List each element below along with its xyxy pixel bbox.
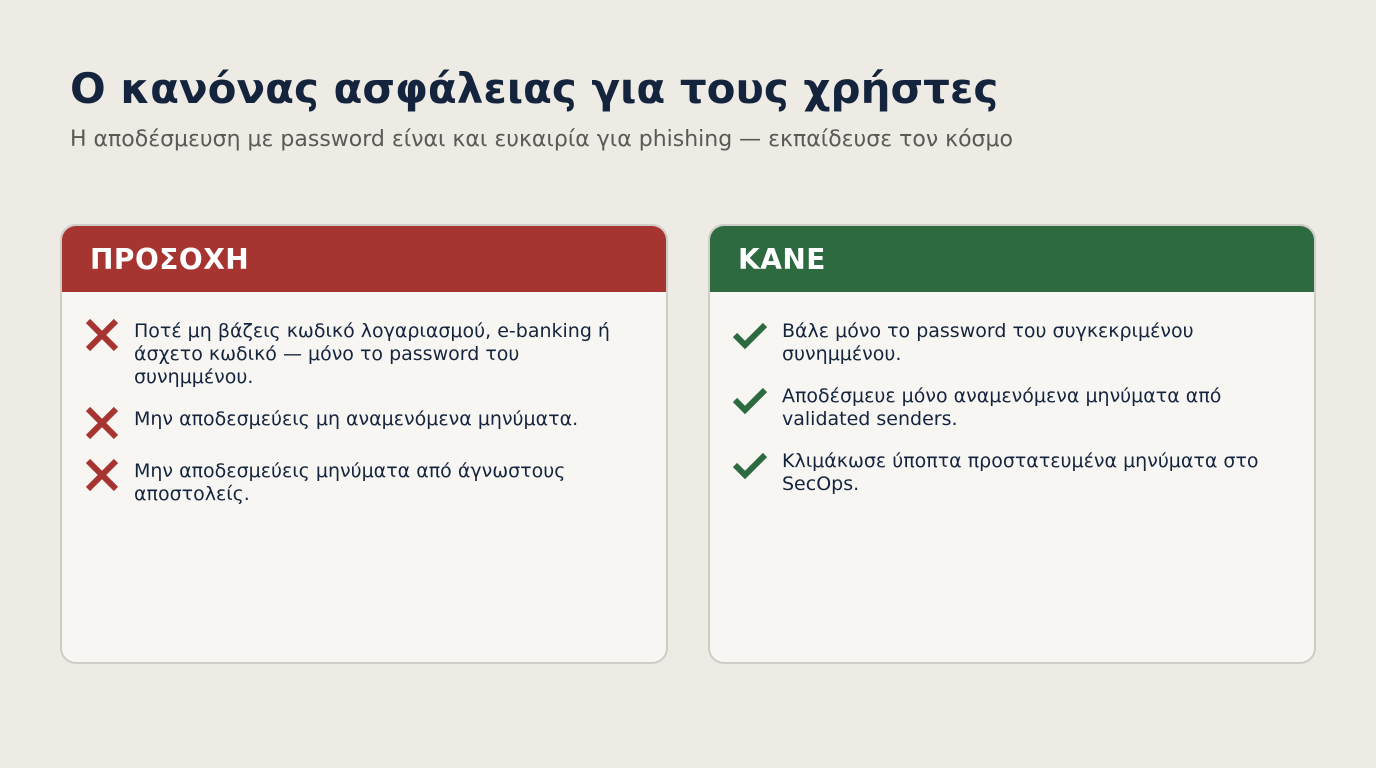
do-item bbox=[732, 385, 1274, 431]
dont-item-text: Μην αποδεσμεύεις μη αναμενόμενα μηνύματα. bbox=[134, 408, 579, 430]
page-subtitle: Η αποδέσμευση με password είναι και ευκαιρία για phishing — εκπαίδευσε τον κόσμο bbox=[70, 127, 1013, 152]
x-mark-icon bbox=[84, 317, 134, 353]
checkmark-icon bbox=[732, 382, 782, 418]
dont-item bbox=[84, 320, 626, 389]
do-item-text: Βάλε μόνο το password του συγκεκριμένου συνημμένου. bbox=[782, 320, 1194, 365]
dont-item bbox=[84, 408, 626, 441]
checkmark-icon bbox=[732, 317, 782, 353]
dont-item-text: Μην αποδεσμεύεις μηνύματα από άγνωστους αποστολείς. bbox=[134, 460, 566, 505]
do-item-text: Κλιμάκωσε ύποπτα προστατευμένα μηνύματα στο SecOps. bbox=[782, 450, 1259, 495]
do-item bbox=[732, 320, 1274, 366]
dont-card-heading: ΠΡΟΣΟΧΗ bbox=[62, 226, 666, 292]
do-item bbox=[732, 450, 1274, 496]
checkmark-icon bbox=[732, 447, 782, 483]
x-mark-icon bbox=[84, 405, 134, 441]
do-item-text: Αποδέσμευε μόνο αναμενόμενα μηνύματα από validated senders. bbox=[782, 385, 1222, 430]
page-title: Ο κανόνας ασφάλειας για τους χρήστες bbox=[70, 64, 999, 113]
do-card bbox=[708, 224, 1316, 664]
dont-item-text: Ποτέ μη βάζεις κωδικό λογαριασμού, e-banking ή άσχετο κωδικό — μόνο το password του συνημμένου. bbox=[134, 320, 610, 388]
do-card-heading: ΚΑΝΕ bbox=[710, 226, 1314, 292]
x-mark-icon bbox=[84, 457, 134, 493]
dont-card bbox=[60, 224, 668, 664]
dont-item bbox=[84, 460, 626, 506]
